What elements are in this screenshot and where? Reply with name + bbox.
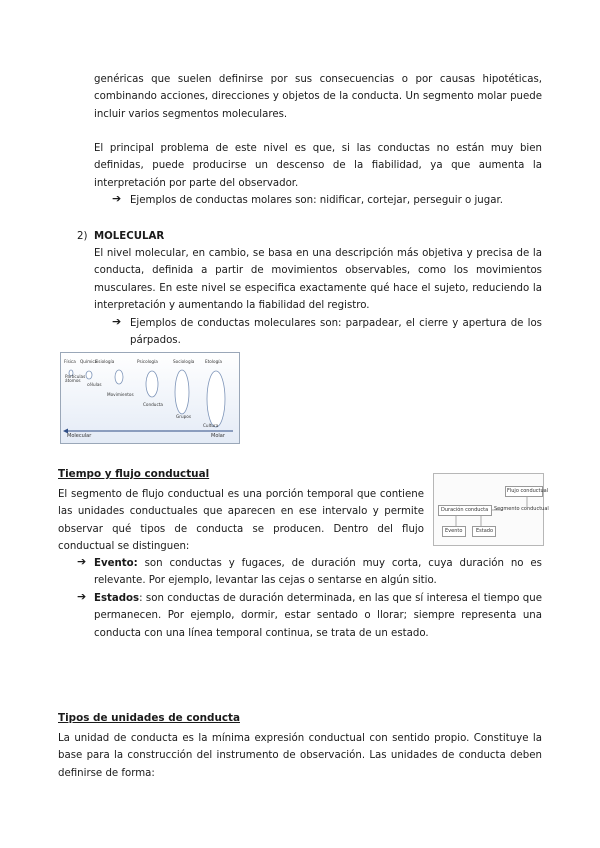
paragraph-tipos: La unidad de conducta es la mínima expresión conductual con sentido propio. Constituye la base para la construcción del instrumento de observación. Las unidades de conducta deben definirse de forma:	[58, 733, 542, 779]
molecular-example: Ejemplos de conductas moleculares son: parpadear, el cierre y apertura de los párpados.	[130, 318, 542, 347]
evento-box: Evento	[442, 526, 466, 537]
segmento-label: Segmento conductual	[494, 506, 549, 512]
molar-example: Ejemplos de conductas molares son: nidificar, cortejar, perseguir o jugar.	[130, 195, 503, 206]
evento-label: Evento:	[94, 558, 138, 569]
section-number: 2)	[77, 231, 88, 242]
paragraph-intro: genéricas que suelen definirse por sus consecuencias o por causas hipotéticas, combinando acciones, direcciones y objetos de la conducta. Un segmento molar puede incluir varios segmentos moleculares.	[94, 74, 542, 120]
figure-note: células	[87, 382, 102, 387]
column-label: Química	[80, 359, 98, 364]
arrow-bullet-icon: ➔	[112, 315, 122, 328]
axis-label-molar: Molar	[211, 433, 225, 439]
column-label: Fisiología	[95, 359, 115, 364]
flujo-box: Flujo conductual	[505, 486, 543, 497]
ellipse-level-2	[86, 371, 92, 379]
levels-figure	[60, 352, 240, 444]
arrow-bullet-icon: ➔	[77, 590, 87, 603]
evento-text: son conductas y fugaces, de duración muy corta, cuya duración no es relevante. Por ejemplo, levantar las cejas o sentarse en algún sitio.	[94, 558, 542, 587]
section-heading-molecular: MOLECULAR	[94, 231, 165, 242]
column-label: Psicología	[137, 359, 158, 364]
figure-note: Grupos	[176, 414, 192, 419]
column-label: Sociología	[173, 359, 195, 364]
arrow-bullet-icon: ➔	[77, 555, 87, 568]
levels-ellipses	[61, 353, 239, 443]
ellipse-level-5	[175, 370, 189, 414]
section-heading-tipos: Tipos de unidades de conducta	[58, 712, 240, 724]
figure-note: Cultura	[203, 423, 219, 428]
figure-note: Conducta	[143, 402, 163, 407]
bullet-estados	[94, 590, 542, 642]
arrow-bullet-icon: ➔	[112, 192, 122, 205]
ellipse-level-4	[146, 371, 158, 397]
estados-text: : son conductas de duración determinada, en las que sí interesa el tiempo que permanecen. Por ejemplo, dormir, estar sentado o llorar; siempre representa una conducta con una línea temporal continua, se trata de un estado.	[94, 593, 542, 639]
paragraph-problem: El principal problema de este nivel es que, si las conductas no están muy bien definidas, puede producirse un descenso de la fiabilidad, ya que aumenta la interpretación por parte del observador.	[94, 143, 542, 189]
paragraph-molecular: El nivel molecular, en cambio, se basa en una descripción más objetiva y precisa de la conducta, definida a partir de movimientos observables, como los movimientos musculares. En este nivel se especifica exactamente qué hace el sujeto, reduciendo la interpretación y aumentando la fiabilidad del registro.	[94, 248, 542, 312]
bullet-evento	[94, 555, 542, 590]
column-label: Etología	[205, 359, 222, 364]
duracion-box: Duración conducta	[438, 505, 492, 516]
axis-label-molecular: Molecular	[67, 433, 92, 439]
figure-note: Partículas	[65, 374, 86, 379]
ellipse-level-3	[115, 370, 123, 384]
column-label: Física	[64, 359, 76, 364]
estado-box: Estado	[472, 526, 496, 537]
flow-diagram	[433, 473, 549, 546]
ellipse-level-6	[207, 371, 225, 427]
section-heading-tiempo: Tiempo y flujo conductual	[58, 468, 210, 480]
figure-note: átomos	[65, 378, 81, 383]
estados-label: Estados	[94, 593, 140, 604]
figure-note: Movimientos	[107, 392, 134, 397]
paragraph-tiempo: El segmento de flujo conductual es una porción temporal que contiene las unidades conductuales que aparecen en ese intervalo y permite observar qué tipos de conducta se producen. Dentro del flujo conductual se distinguen:	[58, 489, 424, 553]
